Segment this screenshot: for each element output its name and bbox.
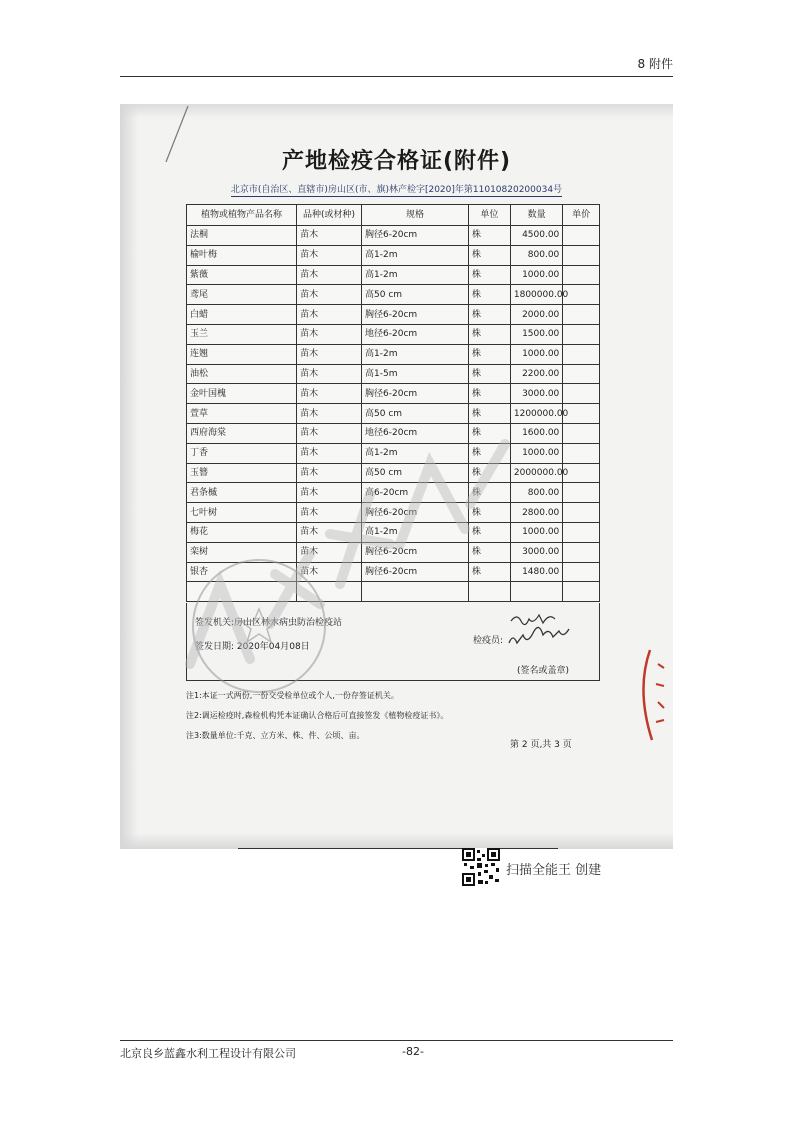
cell-name: 玉簪 [187, 463, 297, 483]
scanner-label: 扫描全能王 创建 [506, 863, 602, 878]
cell-name: 君条槭 [187, 483, 297, 503]
issuing-agency: 签发机关:房山区林木病虫防治检疫站 [195, 618, 343, 628]
cell-price [563, 443, 600, 463]
cell-price [563, 265, 600, 285]
cell-qty: 1480.00 [510, 562, 562, 582]
table-row [187, 384, 600, 404]
cell-name: 丁香 [187, 443, 297, 463]
cell-name: 玉兰 [187, 324, 297, 344]
certificate-number: 北京市(自治区、直辖市)房山区(市、旗)林产检字[2020]年第11010820200034号 [230, 185, 563, 195]
cell-name: 鸢尾 [187, 285, 297, 305]
cell-spec: 胸径6-20cm [362, 562, 469, 582]
cell-qty: 1000.00 [510, 265, 562, 285]
cell-spec: 地径6-20cm [362, 423, 469, 443]
cell-variety: 苗木 [297, 265, 362, 285]
cell-unit: 株 [468, 226, 510, 246]
cell-spec: 高1-5m [362, 364, 469, 384]
column-header: 规格 [362, 205, 469, 226]
cell-spec: 胸径6-20cm [362, 384, 469, 404]
cell-name: 银杏 [187, 562, 297, 582]
cell-price [563, 582, 600, 602]
cell-unit: 株 [468, 562, 510, 582]
cell-spec: 高50 cm [362, 285, 469, 305]
cell-unit: 株 [468, 463, 510, 483]
cell-qty: 800.00 [510, 483, 562, 503]
table-row [187, 483, 600, 503]
cell-qty: 2000000.00 [510, 463, 562, 483]
cell-unit: 株 [468, 265, 510, 285]
cell-variety: 苗木 [297, 344, 362, 364]
cell-unit: 株 [468, 285, 510, 305]
note-2: 注2:调运检疫时,森检机构凭本证确认合格后可直接签发《植物检疫证书》。 [186, 711, 449, 720]
cell-price [563, 522, 600, 542]
cell-price [563, 285, 600, 305]
cell-name: 连翘 [187, 344, 297, 364]
cell-variety: 苗木 [297, 463, 362, 483]
cell-variety: 苗木 [297, 443, 362, 463]
stamp-star-icon [194, 561, 324, 691]
cell-qty: 1500.00 [510, 324, 562, 344]
cell-spec: 胸径6-20cm [362, 305, 469, 325]
cell-qty: 1600.00 [510, 423, 562, 443]
cell-variety: 苗木 [297, 423, 362, 443]
inspector-label: 检疫员: [473, 636, 504, 646]
cell-variety: 苗木 [297, 562, 362, 582]
cell-qty: 2000.00 [510, 305, 562, 325]
cell-unit: 株 [468, 404, 510, 424]
cell-spec: 胸径6-20cm [362, 503, 469, 523]
cell-variety: 苗木 [297, 226, 362, 246]
cell-unit: 株 [468, 324, 510, 344]
certificate-title: 产地检疫合格证(附件) [281, 149, 512, 174]
scan-shadow-left [120, 104, 138, 849]
cell-spec: 高50 cm [362, 404, 469, 424]
cell-qty: 1200000.00 [510, 404, 562, 424]
cell-spec: 高1-2m [362, 245, 469, 265]
cell-variety: 苗木 [297, 483, 362, 503]
scanner-watermark [462, 848, 662, 888]
cell-variety: 苗木 [297, 542, 362, 562]
handwritten-signature [505, 609, 585, 659]
cell-unit [468, 582, 510, 602]
cell-price [563, 542, 600, 562]
cell-spec: 高1-2m [362, 265, 469, 285]
cell-spec: 高1-2m [362, 522, 469, 542]
cell-price [563, 463, 600, 483]
cell-name: 金叶国槐 [187, 384, 297, 404]
table-body [187, 226, 600, 602]
cell-qty: 1000.00 [510, 522, 562, 542]
cell-name: 白蜡 [187, 305, 297, 325]
official-stamp [192, 559, 326, 693]
cell-variety: 苗木 [297, 364, 362, 384]
scanned-certificate [120, 104, 673, 849]
table-header-row [187, 205, 600, 226]
cell-price [563, 226, 600, 246]
note-1: 注1:本证一式两份,一份交受检单位或个人,一份存签证机关。 [186, 691, 399, 700]
scan-shadow-bottom [120, 833, 673, 849]
section-label: 8 附件 [637, 57, 673, 71]
cell-qty: 3000.00 [510, 384, 562, 404]
cell-price [563, 364, 600, 384]
cell-spec: 高50 cm [362, 463, 469, 483]
cell-spec: 胸径6-20cm [362, 226, 469, 246]
cell-price [563, 483, 600, 503]
cell-unit: 株 [468, 542, 510, 562]
table-row [187, 423, 600, 443]
issue-date: 签发日期: 2020年04月08日 [195, 642, 310, 652]
cell-unit: 株 [468, 364, 510, 384]
column-header: 单价 [563, 205, 600, 226]
table-row [187, 503, 600, 523]
cell-unit: 株 [468, 305, 510, 325]
cell-qty: 2800.00 [510, 503, 562, 523]
cell-variety: 苗木 [297, 285, 362, 305]
cell-spec [362, 582, 469, 602]
footer-page-number: -82- [402, 1045, 424, 1058]
table-row [187, 344, 600, 364]
cell-unit: 株 [468, 522, 510, 542]
cell-spec: 胸径6-20cm [362, 542, 469, 562]
cell-variety: 苗木 [297, 245, 362, 265]
table-row [187, 285, 600, 305]
table-row [187, 522, 600, 542]
cell-variety: 苗木 [297, 522, 362, 542]
cell-qty [510, 582, 562, 602]
certificate-subtitle [120, 182, 673, 195]
table-row [187, 404, 600, 424]
red-seal-fragment [632, 644, 672, 744]
table-row [187, 305, 600, 325]
page-counter: 第 2 页,共 3 页 [510, 740, 572, 750]
table-row [187, 364, 600, 384]
cell-name: 梅花 [187, 522, 297, 542]
cell-unit: 株 [468, 344, 510, 364]
table-row [187, 443, 600, 463]
cell-qty: 4500.00 [510, 226, 562, 246]
cell-price [563, 305, 600, 325]
table-row [187, 324, 600, 344]
footer-company: 北京良乡蓝鑫水利工程设计有限公司 [120, 1047, 296, 1060]
cell-unit: 株 [468, 423, 510, 443]
page-footer [120, 1040, 673, 1060]
cell-price [563, 245, 600, 265]
cell-price [563, 503, 600, 523]
cell-unit: 株 [468, 483, 510, 503]
cell-name: 紫薇 [187, 265, 297, 285]
cell-price [563, 324, 600, 344]
cell-name: 萱草 [187, 404, 297, 424]
cell-variety: 苗木 [297, 503, 362, 523]
cell-name: 法桐 [187, 226, 297, 246]
cell-unit: 株 [468, 245, 510, 265]
cell-qty: 2200.00 [510, 364, 562, 384]
cell-name: 七叶树 [187, 503, 297, 523]
cell-variety: 苗木 [297, 324, 362, 344]
cell-spec: 地径6-20cm [362, 324, 469, 344]
seal-label: (签名或盖章) [517, 666, 570, 676]
cell-name: 油松 [187, 364, 297, 384]
page-header [120, 56, 673, 77]
certificate-table [186, 204, 600, 602]
cell-unit: 株 [468, 503, 510, 523]
cell-qty: 800.00 [510, 245, 562, 265]
cell-variety: 苗木 [297, 305, 362, 325]
table-row [187, 245, 600, 265]
cell-spec: 高1-2m [362, 443, 469, 463]
cell-name: 西府海棠 [187, 423, 297, 443]
cell-unit: 株 [468, 384, 510, 404]
cell-price [563, 562, 600, 582]
cell-price [563, 423, 600, 443]
cell-unit: 株 [468, 443, 510, 463]
cell-name: 榆叶梅 [187, 245, 297, 265]
cell-variety: 苗木 [297, 404, 362, 424]
table-row [187, 226, 600, 246]
cell-price [563, 404, 600, 424]
column-header: 单位 [468, 205, 510, 226]
qr-code-icon [462, 848, 500, 886]
cell-spec: 高6-20cm [362, 483, 469, 503]
cell-name: 栾树 [187, 542, 297, 562]
cell-qty: 3000.00 [510, 542, 562, 562]
column-header: 数量 [510, 205, 562, 226]
column-header: 植物或植物产品名称 [187, 205, 297, 226]
column-header: 品种(或材种) [297, 205, 362, 226]
cell-price [563, 344, 600, 364]
table-row [187, 265, 600, 285]
cell-spec: 高1-2m [362, 344, 469, 364]
cell-qty: 1800000.00 [510, 285, 562, 305]
cell-qty: 1000.00 [510, 443, 562, 463]
cell-price [563, 384, 600, 404]
cell-qty: 1000.00 [510, 344, 562, 364]
table-row [187, 463, 600, 483]
note-3: 注3:数量单位:千克、立方米、株、件、公顷、亩。 [186, 731, 365, 740]
cell-variety: 苗木 [297, 384, 362, 404]
